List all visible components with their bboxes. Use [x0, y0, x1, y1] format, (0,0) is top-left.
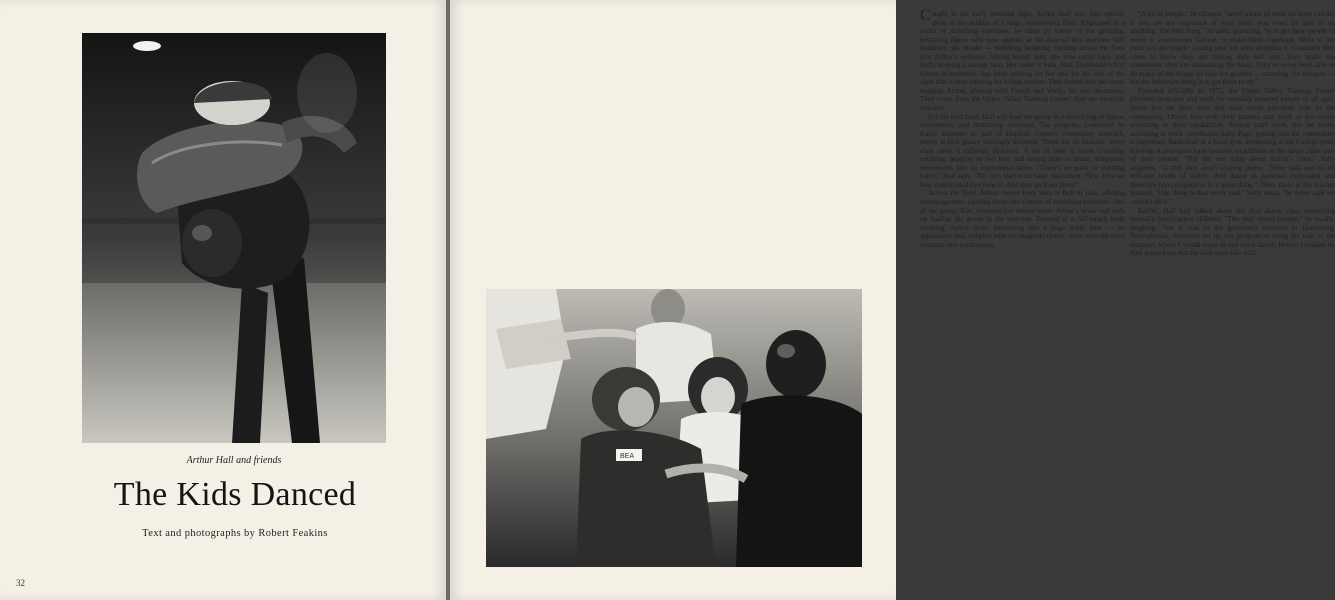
paragraph: Earlier, Hall had talked about his first dance class instructing mentally handicapped children. "This may sound strange," he recalls, laughing, "but it was in the governor's mansion in Harrisburg, Pennsylvania. Someone set up this program to bring the kids to the mansion, where I would come in and teach dance. Before I walked in, they warned me that the kids were like wild: [1130, 206, 1335, 258]
paragraph-text: aught in the early morning light, Arthur Hall sits, legs spread, alone in the middle of a huge, shimmering floor. Engrossed in a series of stretching exercises, he takes no notice of the grinning, hesitating figure who now appears at the door of this spacious hall. Suddenly, she breaks — hobbling, laughing, running across the floor into Arthur's embrace. Sitting beside him, she now rocks back and forth, keeping a strange beat. Her name is Sara. Hall, Dartmouth's first dancer-in-residence, has been waiting for her and for the rest of the class that is now arriving for a final session. They bound into the room, hugging Arthur, playing with Farrell and Wally, his two drummers. They come from the Upper Valley Training Center; they are mentally retarded.: [920, 10, 1125, 113]
photo-caption: Arthur Hall and friends: [186, 455, 282, 466]
paragraph: [920, 7, 1125, 113]
paragraph: Across the floor, Arthur moves from Sara to Bob to Jack, offering encouragement, cajoling them into a series of stretching exercises. One of the group, Ken, hesitates but relents under Arthur's smile and ends up leading the group in the exercise. Dressed in a full-length body stocking, Arthur looks something like a huge teddy bear — an appearance that, coupled with his magnetic charm, turns even the most reluctant into participants.: [920, 189, 1125, 249]
text-column-1: [920, 7, 1125, 249]
page-number-left: 32: [16, 578, 25, 588]
article-headline: The Kids Danced: [113, 476, 357, 513]
drop-cap: C: [920, 7, 931, 24]
article-byline: Text and photographs by Robert Feakins: [142, 528, 328, 539]
photo-dancers-image: [82, 33, 386, 443]
page-number-right: 33: [1317, 578, 1326, 588]
left-page: [0, 0, 446, 600]
photo-arthur-hall-and-friends: [82, 33, 386, 443]
photo-dance-class: [486, 289, 862, 567]
paragraph: For the next hour, Hall will lead the group in a mixed bag of dance, movements, and drumming exercises. The program, conceived by Kathy Hammer as part of Hopkins Center's community outreach, seems at first glance strikingly informal. There are no leotards; every class takes a different direction. A lot of time is spent crawling, counting, hopping on two feet, and raising arms to heads, integrating movements into an impromptu dance. "There's no point in teaching ballet," Hall says. "No, let's start with basic movement. First, let's see how coordinated everyone is. And then go from there.": [920, 112, 1125, 189]
text-column-2: [1130, 10, 1335, 258]
paragraph: Founded officially in 1971, the Upper Valley Training Center provides programs and work for mentally retarded people of all ages. Some live on their own and hold down part-time jobs in the community. Others live with their parents and work at the center according to their capabilities. Several can't work, but for them, according to work coordinator Sally Page, getting into the community is important. Basketball at a local gym, swimming at the College pool, bowling at area lanes have become, in addition to the dance class, part of their routine. "But the one thing about Arthur's class," Sally suggests, "is that they aren't scoring points. These kids are on all different levels of ability. And dance as personal expression and therefore non-competitive is a great thing." Then, there is the teacher himself. "One thing Arthur never said," Sally notes, "he never said we couldn't do it.": [1130, 86, 1335, 207]
photo-class-image: [486, 289, 862, 567]
name-tag-text: BEA: [620, 453, 635, 460]
paragraph: "A lot of people," he charges, "aren't aware of what the body can do. If you are not cognizant of your body, you won't be able to do anything. The best thing," he adds, gesturing, "is to get these people to move in a conscious fashion, to make them cognizant. Most of my exercises are simple: raising your left arm, dropping it. Gradually they come to know they are raising their left arm. They make the connection, they are stimulating the brain. They've never been able to do many of the things we take for granted — crawling, for instance — but the important thing is to get them to try.": [1130, 10, 1335, 87]
